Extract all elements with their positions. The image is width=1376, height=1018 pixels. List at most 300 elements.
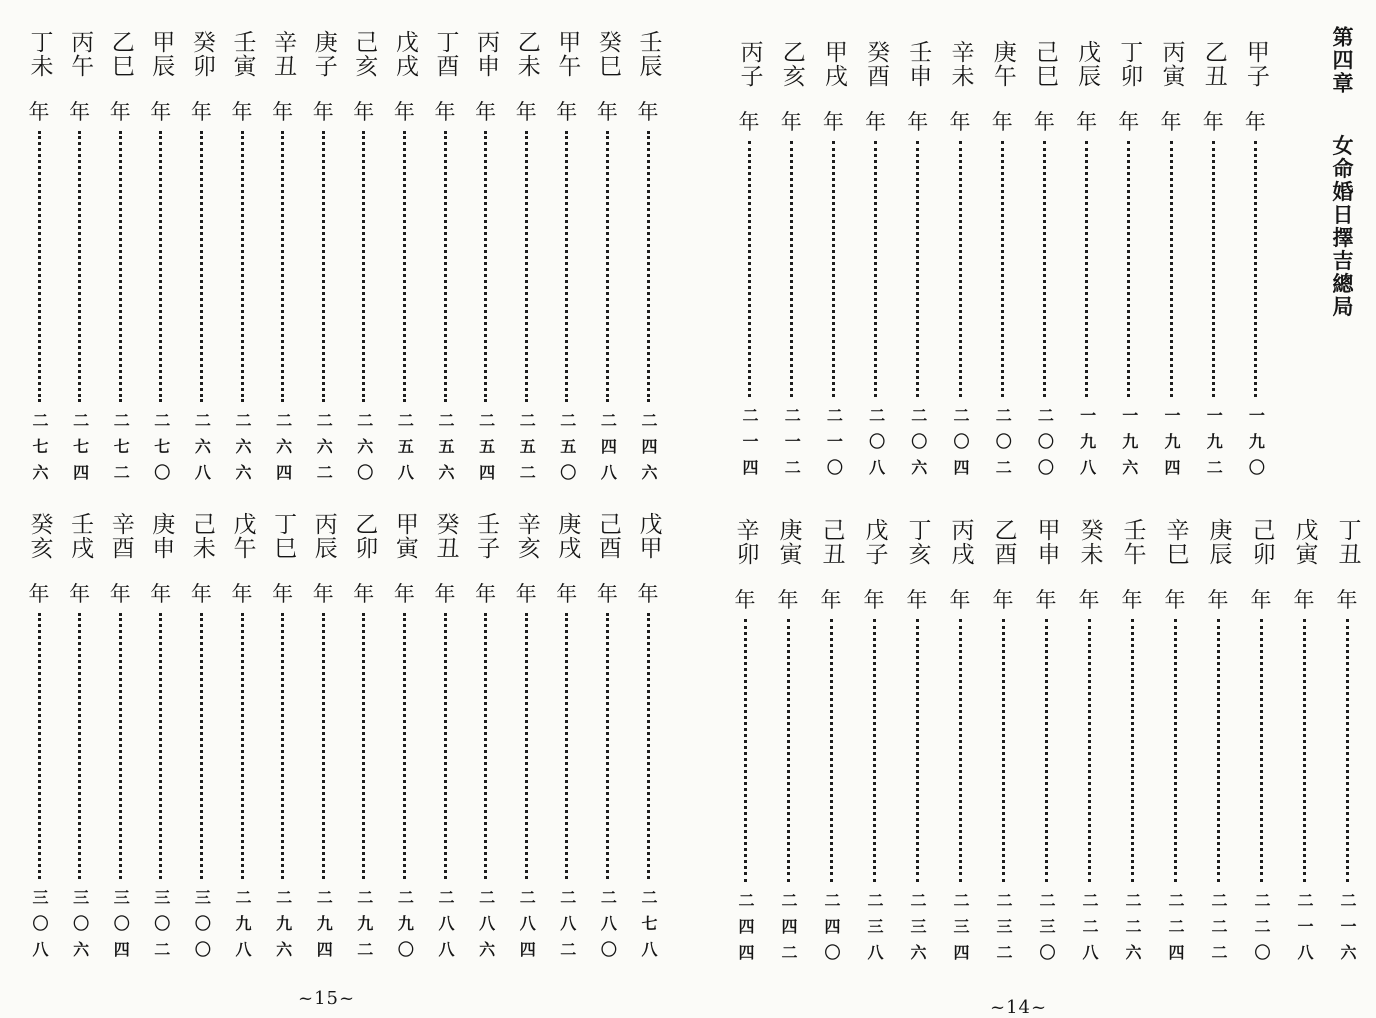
dotted-leader	[1127, 141, 1130, 397]
year-value: 二九〇	[395, 889, 415, 967]
year-char: 年	[393, 582, 415, 606]
right-bottom-table	[730, 518, 1362, 970]
year-ganzhi: 壬申	[905, 40, 932, 88]
dotted-leader	[1002, 619, 1005, 882]
dotted-leader	[832, 141, 835, 397]
year-char: 年	[231, 100, 253, 124]
year-value: 二四六	[639, 412, 658, 490]
year-ganzhi: 乙卯	[351, 512, 378, 560]
year-entry	[105, 30, 135, 490]
year-char: 年	[190, 582, 212, 606]
year-char: 年	[1160, 110, 1182, 134]
dotted-leader	[916, 141, 919, 397]
page-number-right: ~14~	[990, 997, 1048, 1018]
year-entry	[349, 30, 379, 490]
year-entry	[776, 40, 806, 485]
year-ganzhi: 己卯	[1248, 518, 1275, 566]
year-value: 一九八	[1077, 407, 1097, 485]
dotted-leader	[1170, 141, 1173, 397]
year-ganzhi: 庚辰	[1205, 518, 1232, 566]
year-ganzhi: 壬辰	[635, 30, 662, 78]
year-value: 二九六	[273, 889, 293, 967]
year-entry	[1332, 518, 1362, 970]
year-ganzhi: 壬戌	[67, 512, 94, 560]
year-char: 年	[150, 100, 172, 124]
year-entry	[24, 512, 54, 967]
dotted-leader	[484, 613, 487, 879]
year-value: 二二四	[1166, 892, 1185, 970]
year-value: 一九六	[1119, 407, 1139, 485]
dotted-leader	[444, 131, 447, 402]
year-entry	[1203, 518, 1233, 970]
year-entry	[1117, 518, 1147, 970]
year-value: 二三〇	[1037, 892, 1056, 970]
dotted-leader	[1045, 619, 1048, 882]
year-ganzhi: 庚子	[310, 30, 337, 78]
year-char: 年	[907, 110, 929, 134]
dotted-leader	[403, 131, 406, 402]
year-entry	[730, 518, 760, 970]
year-value: 二二六	[1123, 892, 1142, 970]
year-value: 二四〇	[822, 892, 841, 970]
year-value: 二四四	[736, 892, 755, 970]
year-ganzhi: 丁丑	[1334, 518, 1361, 566]
year-value: 二一〇	[824, 407, 844, 485]
left-bottom-table	[24, 512, 662, 967]
year-entry	[552, 512, 582, 967]
year-value: 二八〇	[598, 889, 618, 967]
year-char: 年	[777, 588, 799, 612]
year-char: 年	[906, 588, 928, 612]
year-char: 年	[353, 100, 375, 124]
year-entry	[1289, 518, 1319, 970]
dotted-leader	[403, 613, 406, 879]
year-ganzhi: 丙辰	[310, 512, 337, 560]
year-char: 年	[596, 582, 618, 606]
year-entry	[592, 512, 622, 967]
dotted-leader	[959, 619, 962, 882]
year-value: 二九四	[314, 889, 334, 967]
year-char: 年	[1078, 588, 1100, 612]
dotted-leader	[200, 613, 203, 879]
year-value: 二七二	[111, 412, 131, 490]
dotted-leader	[873, 619, 876, 882]
year-value: 三〇二	[151, 889, 171, 967]
dotted-leader	[78, 131, 81, 402]
year-entry	[65, 512, 95, 967]
year-ganzhi: 癸巳	[594, 30, 621, 78]
year-char: 年	[515, 582, 537, 606]
year-value: 二五二	[517, 412, 537, 490]
year-value: 三〇六	[70, 889, 90, 967]
year-value: 二九二	[354, 889, 374, 967]
dotted-leader	[1217, 619, 1220, 882]
year-ganzhi: 壬子	[473, 512, 500, 560]
year-value: 二五八	[395, 412, 415, 490]
dotted-leader	[787, 619, 790, 882]
dotted-leader	[647, 613, 650, 879]
year-entry	[633, 512, 663, 967]
year-value: 二一二	[782, 407, 802, 485]
year-value: 二八二	[557, 889, 577, 967]
dotted-leader	[362, 131, 365, 402]
year-char: 年	[190, 100, 212, 124]
year-entry	[227, 30, 257, 490]
year-ganzhi: 癸卯	[188, 30, 215, 78]
year-entry	[1198, 40, 1228, 485]
year-char: 年	[69, 582, 91, 606]
year-entry	[471, 30, 501, 490]
year-value: 二五〇	[557, 412, 577, 490]
year-ganzhi: 丁未	[26, 30, 53, 78]
year-char: 年	[637, 100, 659, 124]
year-value: 一九四	[1162, 407, 1181, 485]
year-char: 年	[272, 582, 294, 606]
dotted-leader	[281, 131, 284, 402]
year-ganzhi: 乙丑	[1200, 40, 1227, 88]
year-entry	[1160, 518, 1190, 970]
year-entry	[105, 512, 135, 967]
dotted-leader	[322, 613, 325, 879]
dotted-leader	[1001, 141, 1004, 397]
year-char: 年	[353, 582, 375, 606]
year-ganzhi: 丁酉	[432, 30, 459, 78]
dotted-leader	[1303, 619, 1306, 882]
year-ganzhi: 庚申	[148, 512, 175, 560]
year-value: 二一八	[1295, 892, 1314, 970]
year-char: 年	[109, 582, 131, 606]
dotted-leader	[606, 131, 609, 402]
year-value: 二〇二	[993, 407, 1013, 485]
year-entry	[988, 518, 1018, 970]
year-char: 年	[1118, 110, 1140, 134]
year-value: 二六六	[233, 412, 252, 490]
year-ganzhi: 己酉	[594, 512, 621, 560]
dotted-leader	[744, 619, 747, 882]
year-entry	[734, 40, 764, 485]
dotted-leader	[525, 613, 528, 879]
year-ganzhi: 甲子	[1242, 40, 1269, 88]
dotted-leader	[959, 141, 962, 397]
year-value: 二六〇	[354, 412, 374, 490]
year-value: 二八八	[436, 889, 455, 967]
year-entry	[861, 40, 891, 485]
left-top-table	[24, 30, 662, 490]
year-ganzhi: 甲戌	[820, 40, 847, 88]
page-number-left: ~15~	[298, 988, 356, 1009]
year-char: 年	[28, 582, 50, 606]
year-ganzhi: 辛丑	[270, 30, 297, 78]
year-char: 年	[312, 582, 334, 606]
year-ganzhi: 戊寅	[1291, 518, 1318, 566]
year-char: 年	[312, 100, 334, 124]
year-entry	[816, 518, 846, 970]
year-value: 二四八	[598, 412, 618, 490]
year-entry	[227, 512, 257, 967]
dotted-leader	[748, 141, 751, 397]
year-ganzhi: 丙子	[736, 40, 763, 88]
year-char: 年	[949, 588, 971, 612]
year-entry	[1156, 40, 1186, 485]
year-value: 二七八	[639, 889, 658, 967]
year-value: 二〇四	[951, 407, 970, 485]
year-char: 年	[272, 100, 294, 124]
year-entry	[268, 30, 298, 490]
year-ganzhi: 辛未	[947, 40, 974, 88]
year-ganzhi: 丙寅	[1158, 40, 1185, 88]
year-entry	[65, 30, 95, 490]
year-value: 二一六	[1338, 892, 1357, 970]
year-char: 年	[1035, 588, 1057, 612]
year-entry	[349, 512, 379, 967]
year-ganzhi: 丙申	[473, 30, 500, 78]
year-value: 二五四	[476, 412, 496, 490]
dotted-leader	[241, 131, 244, 402]
year-ganzhi: 庚寅	[775, 518, 802, 566]
year-ganzhi: 己丑	[818, 518, 845, 566]
year-ganzhi: 壬午	[1119, 518, 1146, 566]
year-value: 二八六	[476, 889, 496, 967]
year-entry	[945, 518, 975, 970]
year-value: 二六四	[273, 412, 293, 490]
year-value: 二五六	[436, 412, 455, 490]
dotted-leader	[362, 613, 365, 879]
year-entry	[511, 512, 541, 967]
year-entry	[1072, 40, 1102, 485]
year-entry	[471, 512, 501, 967]
year-entry	[1074, 518, 1104, 970]
right-top-table	[734, 40, 1290, 485]
dotted-leader	[78, 613, 81, 879]
year-ganzhi: 辛巳	[1162, 518, 1189, 566]
year-entry	[389, 512, 419, 967]
dotted-leader	[525, 131, 528, 402]
year-ganzhi: 甲申	[1033, 518, 1060, 566]
dotted-leader	[322, 131, 325, 402]
year-char: 年	[1033, 110, 1055, 134]
dotted-leader	[119, 131, 122, 402]
year-entry	[1031, 518, 1061, 970]
year-entry	[389, 30, 419, 490]
year-ganzhi: 丙午	[67, 30, 94, 78]
year-value: 二二八	[1080, 892, 1099, 970]
year-char: 年	[992, 588, 1014, 612]
year-ganzhi: 甲午	[554, 30, 581, 78]
year-char: 年	[150, 582, 172, 606]
dotted-leader	[281, 613, 284, 879]
year-char: 年	[231, 582, 253, 606]
year-char: 年	[515, 100, 537, 124]
year-char: 年	[109, 100, 131, 124]
dotted-leader	[1174, 619, 1177, 882]
year-ganzhi: 辛亥	[513, 512, 540, 560]
year-value: 二六二	[314, 412, 334, 490]
dotted-leader	[159, 131, 162, 402]
dotted-leader	[1254, 141, 1257, 397]
year-char: 年	[1336, 588, 1358, 612]
year-entry	[308, 512, 338, 967]
chapter-title: 女命婚日擇吉總局	[1330, 134, 1354, 319]
year-ganzhi: 己亥	[351, 30, 378, 78]
year-ganzhi: 戊辰	[1074, 40, 1101, 88]
year-char: 年	[738, 110, 760, 134]
dotted-leader	[647, 131, 650, 402]
year-entry	[1114, 40, 1144, 485]
year-entry	[1246, 518, 1276, 970]
year-entry	[511, 30, 541, 490]
year-entry	[592, 30, 622, 490]
year-entry	[902, 518, 932, 970]
dotted-leader	[159, 613, 162, 879]
year-value: 二〇〇	[1035, 407, 1055, 485]
dotted-leader	[38, 613, 41, 879]
year-ganzhi: 癸酉	[863, 40, 890, 88]
year-ganzhi: 戊子	[861, 518, 888, 566]
year-entry	[430, 512, 460, 967]
dotted-leader	[1346, 619, 1349, 882]
year-char: 年	[475, 582, 497, 606]
year-ganzhi: 庚戌	[554, 512, 581, 560]
year-char: 年	[1293, 588, 1315, 612]
year-value: 二八四	[517, 889, 537, 967]
year-entry	[987, 40, 1017, 485]
year-entry	[773, 518, 803, 970]
year-value: 二七六	[30, 412, 49, 490]
year-entry	[945, 40, 975, 485]
year-value: 二三二	[994, 892, 1013, 970]
year-value: 二二二	[1209, 892, 1228, 970]
dotted-leader	[1085, 141, 1088, 397]
year-ganzhi: 戊甲	[635, 512, 662, 560]
year-value: 二六八	[192, 412, 212, 490]
dotted-leader	[1043, 141, 1046, 397]
dotted-leader	[444, 613, 447, 879]
year-value: 一九〇	[1246, 407, 1266, 485]
year-value: 三〇八	[30, 889, 49, 967]
dotted-leader	[1088, 619, 1091, 882]
year-char: 年	[1164, 588, 1186, 612]
year-entry	[903, 40, 933, 485]
year-ganzhi: 壬寅	[229, 30, 256, 78]
dotted-leader	[484, 131, 487, 402]
year-entry	[146, 30, 176, 490]
year-entry	[186, 512, 216, 967]
year-ganzhi: 辛卯	[732, 518, 759, 566]
year-value: 二三八	[865, 892, 884, 970]
dotted-leader	[1131, 619, 1134, 882]
year-char: 年	[820, 588, 842, 612]
year-ganzhi: 乙巳	[107, 30, 134, 78]
dotted-leader	[38, 131, 41, 402]
year-ganzhi: 己巳	[1031, 40, 1058, 88]
dotted-leader	[1260, 619, 1263, 882]
year-char: 年	[822, 110, 844, 134]
chapter-heading	[1316, 26, 1352, 326]
year-ganzhi: 丁卯	[1116, 40, 1143, 88]
dotted-leader	[200, 131, 203, 402]
year-char: 年	[734, 588, 756, 612]
year-value: 二三六	[908, 892, 927, 970]
year-entry	[552, 30, 582, 490]
year-entry	[1029, 40, 1059, 485]
year-ganzhi: 癸未	[1076, 518, 1103, 566]
year-ganzhi: 乙酉	[990, 518, 1017, 566]
chapter-number: 第四章	[1330, 26, 1354, 95]
year-value: 二四二	[779, 892, 798, 970]
year-char: 年	[556, 582, 578, 606]
dotted-leader	[790, 141, 793, 397]
dotted-leader	[606, 613, 609, 879]
year-value: 二二〇	[1252, 892, 1271, 970]
year-entry	[430, 30, 460, 490]
year-ganzhi: 辛酉	[107, 512, 134, 560]
year-char: 年	[949, 110, 971, 134]
year-char: 年	[69, 100, 91, 124]
year-char: 年	[865, 110, 887, 134]
year-value: 二〇八	[866, 407, 886, 485]
year-entry	[1240, 40, 1270, 485]
year-char: 年	[1076, 110, 1098, 134]
year-ganzhi: 庚午	[989, 40, 1016, 88]
year-value: 二九八	[233, 889, 252, 967]
year-ganzhi: 甲寅	[391, 512, 418, 560]
year-char: 年	[991, 110, 1013, 134]
year-char: 年	[475, 100, 497, 124]
year-value: 二一四	[740, 407, 759, 485]
dotted-leader	[874, 141, 877, 397]
year-char: 年	[637, 582, 659, 606]
year-entry	[859, 518, 889, 970]
year-char: 年	[434, 100, 456, 124]
year-ganzhi: 戊午	[229, 512, 256, 560]
year-char: 年	[596, 100, 618, 124]
year-char: 年	[780, 110, 802, 134]
year-ganzhi: 癸亥	[26, 512, 53, 560]
year-char: 年	[1244, 110, 1266, 134]
year-entry	[186, 30, 216, 490]
year-entry	[633, 30, 663, 490]
year-value: 三〇四	[111, 889, 131, 967]
year-entry	[24, 30, 54, 490]
year-value: 二〇六	[908, 407, 928, 485]
year-ganzhi: 丁亥	[904, 518, 931, 566]
year-ganzhi: 乙亥	[778, 40, 805, 88]
dotted-leader	[565, 613, 568, 879]
year-char: 年	[556, 100, 578, 124]
year-entry	[308, 30, 338, 490]
year-value: 一九二	[1204, 407, 1224, 485]
year-ganzhi: 戊戌	[391, 30, 418, 78]
year-value: 二七〇	[151, 412, 171, 490]
year-value: 二三四	[951, 892, 970, 970]
year-char: 年	[1250, 588, 1272, 612]
year-ganzhi: 丁巳	[270, 512, 297, 560]
year-char: 年	[1207, 588, 1229, 612]
year-entry	[146, 512, 176, 967]
dotted-leader	[119, 613, 122, 879]
year-entry	[268, 512, 298, 967]
year-entry	[818, 40, 848, 485]
year-value: 二七四	[70, 412, 90, 490]
year-ganzhi: 己未	[188, 512, 215, 560]
dotted-leader	[916, 619, 919, 882]
dotted-leader	[241, 613, 244, 879]
year-char: 年	[863, 588, 885, 612]
year-char: 年	[434, 582, 456, 606]
dotted-leader	[1212, 141, 1215, 397]
year-ganzhi: 甲辰	[148, 30, 175, 78]
year-char: 年	[393, 100, 415, 124]
